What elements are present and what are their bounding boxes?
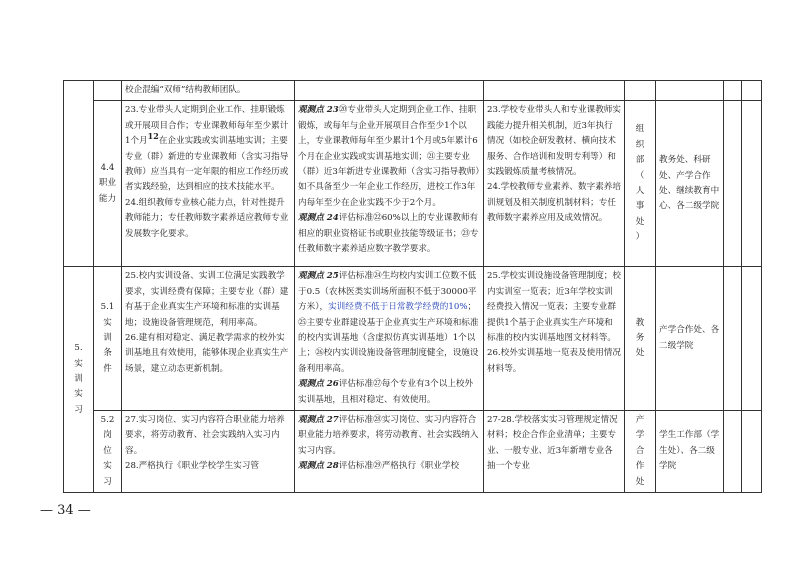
material-cell: 27-28.学校落实实习管理规定情况材料；校企合作企业清单；主要专业、一般专业、近3年新增专业各抽一个专业	[484, 411, 625, 493]
indicator-cell: 25.校内实训设备、实训工位满足实践教学要求，实训经费有保障；主要专业（群）建有基于企业真实生产环境和标准的实训基地；设施设备管理规范，利用率高。 26.建有相对稳定、满足教学需求的校外实训基地且有效使用，能够体现企业真实生产场景，建立动态更新机制。	[122, 267, 295, 411]
lead-dept-cell: 产 学 合 作 处	[625, 411, 656, 493]
observation-label: 观测点 28	[298, 461, 339, 472]
cell-empty	[724, 267, 742, 411]
cell-empty	[484, 81, 625, 101]
cell-empty	[742, 81, 762, 101]
observation-cell: 观测点 27评估标准㉘实习岗位、实习内容符合职业能力培养要求，将劳动教育、社会实践纳入实习内容。 观测点 28评估标准㉙严格执行《职业学校	[295, 411, 484, 493]
cell-empty	[724, 411, 742, 493]
page-number: — 34 —	[40, 503, 91, 518]
cell-empty	[724, 101, 742, 267]
cell-empty	[742, 101, 762, 267]
lead-dept-cell: 组 织 部 （ 人 事 处 ）	[625, 101, 656, 267]
cell-empty	[64, 81, 94, 267]
table-row	[64, 81, 762, 101]
item-code-cell	[94, 101, 122, 267]
item-code-cell: 5.2 岗 位 实 习	[94, 411, 122, 493]
indicator-cell: 23.专业带头人定期到企业工作、挂职锻炼或开展项目合作；专业课教师每年至少累计1个月$^{12}$在企业实践或实训基地实训；主要专业（群）新进的专业课教师（含实习指导教师）应当具有一定年限的相应工作经历或者实践经验，达到相应的技术技能水平。 24.组织教师专业核心能力点，针对性提升教师能力；专任教师数字素养适应教师专业发展数字化要求。	[122, 101, 295, 267]
lead-dept-cell: 教 务 处	[625, 267, 656, 411]
observation-cell: 观测点 23⑳专业带头人定期到企业工作、挂职锻炼，或每年与企业开展项目合作至少1个以上，专业课教师每年至少累计1个月或5年累计6个月在企业实践或实训基地实训；㉑主要专业（群）近3年新进专业课教师（含实习指导教师）如不具备至少一年企业工作经历，进校工作3年内每年至少在企业实践不少于2个月。 观测点 24评估标准㉒60%以上的专业课教师有相应的职业资格证书或职业技能等级证书；㉓专任教师数字素养适应数字教学要求。	[295, 101, 484, 267]
observation-label: 观测点 23	[298, 105, 339, 116]
cell-empty	[724, 81, 742, 101]
observation-label: 观测点 25	[298, 271, 339, 282]
item-code: 4.4	[100, 162, 115, 173]
observation-label: 观测点 26	[298, 379, 339, 390]
cell-empty	[742, 267, 762, 411]
material-cell: 25.学校实训设施设备管理制度；校内实训室一览表；近3年学校实训经费投入情况一览表；主要专业群提供1个基于企业真实生产环境和标准的校内实训基地图文材料等。 26.校外实训基地一览表及使用情况材料等。	[484, 267, 625, 411]
table-row	[64, 101, 762, 267]
highlighted-text: 实训经费不低于日常教学经费的10%	[328, 302, 468, 313]
section-cell: 5. 实 训 实 习	[64, 267, 94, 493]
assist-dept-cell: 学生工作部（学生处）、各二级学院	[656, 411, 724, 493]
assist-dept-cell: 教务处、科研处、产学合作处、继续教育中心、各二级学院	[656, 101, 724, 267]
observation-label: 观测点 24	[298, 213, 339, 224]
indicator-cell: 校企混编“双师”结构教师团队。	[122, 81, 295, 101]
item-name: 职业能力	[98, 178, 117, 204]
cell-empty	[625, 81, 656, 101]
table-row	[64, 411, 762, 493]
assist-dept-cell: 产学合作处、各二级学院	[656, 267, 724, 411]
table-row	[64, 267, 762, 411]
cell-empty	[94, 81, 122, 101]
item-code-cell: 5.1 实 训 条 件	[94, 267, 122, 411]
observation-cell: 观测点 25评估标准㉔生均校内实训工位数不低于0.5（农林医类实训场所面积不低于30000平方米），实训经费不低于日常教学经费的10%；㉕主要专业群建设基于企业真实生产环境和标准的校内实训基地（含虚拟仿真实训基地）1个以上；㉖校内实训设施设备管理制度健全，设施设备利用率高。 观测点 26评估标准㉗每个专业有3个以上校外实训基地，且相对稳定、有效使用。	[295, 267, 484, 411]
evaluation-table	[63, 80, 762, 493]
cell-empty	[656, 81, 724, 101]
indicator-cell: 27.实习岗位、实习内容符合职业能力培养要求，将劳动教育、社会实践纳入实习内容。 28.严格执行《职业学校学生实习管	[122, 411, 295, 493]
material-cell: 23.学校专业带头人和专业课教师实践能力提升相关机制，近3年执行情况（如校企研发教材、横向技术服务、合作培训和发明专利等）和实践锻炼质量考核情况。 24.学校教师专业素养、数字素养培训规划及相关制度机制材料；专任教师数字素养应用及成效情况。	[484, 101, 625, 267]
cell-empty	[742, 411, 762, 493]
cell-empty	[295, 81, 484, 101]
observation-label: 观测点 27	[298, 415, 339, 426]
